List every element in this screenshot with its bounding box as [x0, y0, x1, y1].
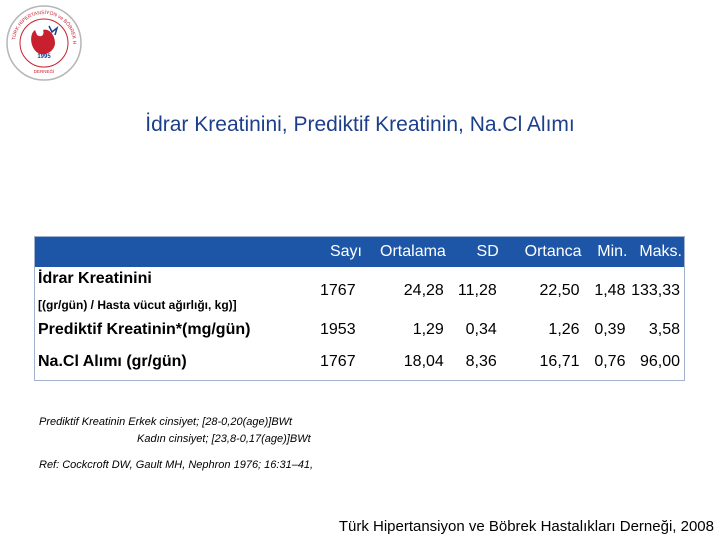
logo-seal-icon: [5, 4, 83, 82]
header-min: Min.: [584, 237, 630, 267]
cell-median: 22,50: [539, 281, 580, 299]
association-logo: [5, 4, 83, 82]
svg-text:TÜRK HİPERTANSİYON ve BÖBREK H: TÜRK HİPERTANSİYON ve BÖBREK H: [11, 9, 78, 45]
formula-female: Kadın cinsiyet; [23,8-0,17(age)]BWt: [137, 433, 311, 445]
cell-max: 3,58: [648, 320, 680, 338]
row-label: Na.Cl Alımı (gr/gün): [38, 353, 187, 371]
header-max: Maks.: [629, 237, 684, 267]
cell-mean: 24,28: [403, 281, 444, 299]
footer-credit: Türk Hipertansiyon ve Böbrek Hastalıkları Derneği, 2008: [338, 518, 714, 535]
cell-max: 133,33: [631, 281, 680, 299]
cell-mean: 1,29: [412, 320, 444, 338]
table-row: [35, 345, 685, 381]
header-median: Ortanca: [501, 237, 584, 267]
table-header-row: [35, 237, 685, 267]
svg-text:DERNEĞİ: DERNEĞİ: [33, 69, 55, 74]
row-label-sub: [(gr/gün) / Hasta vücut ağırlığı, kg)]: [38, 297, 237, 312]
page-title: İdrar Kreatinini, Prediktif Kreatinin, Na.Cl Alımı: [145, 113, 575, 136]
cell-median: 16,71: [539, 353, 580, 371]
cell-median: 1,26: [548, 320, 580, 338]
row-label: Prediktif Kreatinin*(mg/gün): [38, 320, 251, 338]
header-mean: Ortalama: [364, 237, 448, 267]
cell-sd: 0,34: [465, 320, 497, 338]
cell-sd: 11,28: [457, 281, 497, 299]
cell-max: 96,00: [639, 353, 680, 371]
cell-min: 1,48: [594, 281, 626, 299]
header-blank-cell: [35, 237, 317, 267]
cell-count: 1767: [320, 353, 356, 371]
table-row: [35, 315, 685, 345]
header-sd: SD: [448, 237, 501, 267]
formula-note: [39, 414, 311, 448]
cell-mean: 18,04: [403, 353, 444, 371]
cell-count: 1953: [320, 320, 356, 338]
table-row: [35, 267, 685, 315]
row-label-main: İdrar Kreatinini: [38, 269, 152, 287]
header-count: Sayı: [316, 237, 364, 267]
cell-sd: 8,36: [465, 353, 497, 371]
formula-male: Prediktif Kreatinin Erkek cinsiyet; [28-0,20(age)]BWt: [39, 416, 293, 428]
reference-note: Ref: Cockcroft DW, Gault MH, Nephron 1976; 16:31–41,: [39, 459, 314, 471]
logo-year: 1995: [37, 54, 51, 60]
cell-min: 0,39: [594, 320, 626, 338]
cell-min: 0,76: [594, 353, 626, 371]
cell-count: 1767: [320, 281, 356, 299]
row-label: [35, 267, 317, 315]
statistics-table: [34, 236, 685, 381]
